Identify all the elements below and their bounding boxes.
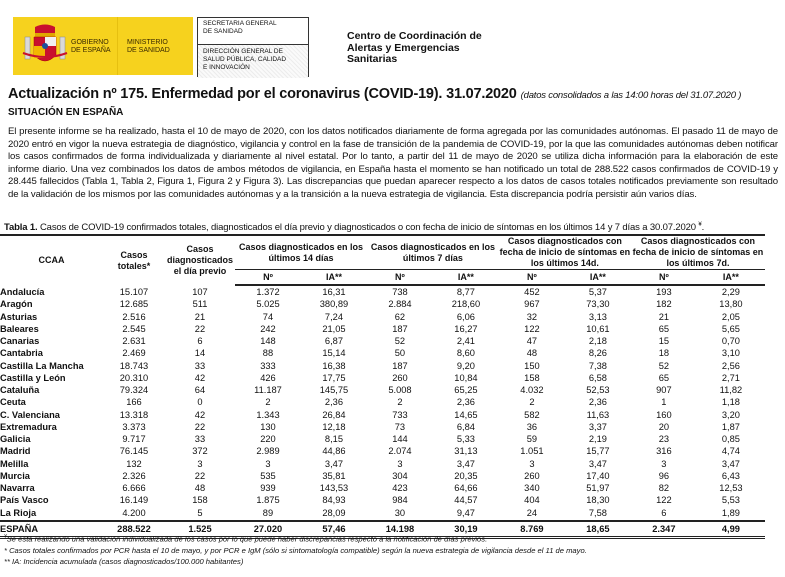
cell-value: 9,47: [456, 507, 475, 518]
cell-value: 6,06: [456, 311, 475, 322]
cell-value: 145,75: [319, 385, 349, 395]
cell-value: 24: [526, 507, 538, 518]
table-row: [0, 482, 765, 494]
cell-value: 5,53: [721, 495, 740, 506]
cell-value: 31,13: [454, 446, 478, 457]
secretaria-general: SECRETARIA GENERAL DE SANIDAD: [198, 18, 308, 45]
header-ia: IA**: [433, 270, 499, 286]
cell-value: 372: [192, 446, 208, 457]
cell-value: 0,85: [721, 434, 740, 444]
table-row: [0, 360, 765, 372]
cell-value: 9.717: [122, 434, 146, 444]
region-name: Ceuta: [0, 397, 26, 408]
table-row: [0, 507, 765, 521]
cell-value: 20.310: [119, 372, 149, 383]
cell-value: 13,80: [719, 299, 743, 310]
cell-value: 2.631: [122, 336, 146, 346]
cell-value: 187: [392, 360, 408, 371]
footnote-casos-totales: * Casos totales confirmados por PCR hasta el 10 de mayo, y por PCR e IgM (sólo si sintomatología compatible) según la nueva estrategia de vigilancia desde el 11 de mayo.: [4, 545, 587, 555]
cell-value: 18,30: [586, 495, 610, 506]
cell-value: 2: [529, 397, 535, 408]
cell-value: 96: [658, 470, 670, 481]
cell-value: 88: [262, 348, 274, 359]
cell-value: 42: [194, 372, 206, 383]
cell-value: 132: [126, 458, 142, 469]
total-value: 288.522: [103, 521, 165, 538]
cell-value: 6,58: [588, 372, 607, 383]
cell-value: 42: [194, 409, 206, 420]
cell-value: 2.884: [388, 299, 412, 310]
header-group-14d: Casos diagnosticados en los últimos 14 días: [235, 235, 367, 270]
table-row: [0, 433, 765, 445]
cell-value: 1: [661, 397, 667, 408]
cell-value: 733: [392, 409, 408, 420]
cell-value: 32: [526, 311, 538, 322]
total-value: 8.769: [499, 521, 565, 538]
cell-value: 6,87: [324, 336, 344, 346]
cell-value: 48: [526, 348, 538, 359]
cell-value: 907: [656, 385, 672, 395]
covid-cases-table: [0, 234, 765, 539]
table-row: [0, 372, 765, 384]
cell-value: 3: [661, 458, 667, 469]
total-value: 18,65: [565, 521, 631, 538]
region-name: Castilla y León: [0, 372, 66, 383]
table-row: [0, 470, 765, 482]
total-value: 30,19: [433, 521, 499, 538]
cell-value: 12.685: [119, 299, 149, 310]
cell-value: 107: [192, 286, 208, 297]
cell-value: 8,15: [324, 434, 344, 444]
cell-value: 73: [394, 421, 406, 432]
cell-value: 2,29: [721, 287, 740, 297]
cell-value: 218,60: [451, 299, 481, 310]
cell-value: 260: [392, 372, 408, 383]
table-row: [0, 347, 765, 359]
region-name: Melilla: [0, 458, 29, 469]
cell-value: 3.373: [122, 421, 146, 432]
cell-value: 33: [194, 434, 206, 444]
cell-value: 2: [397, 397, 403, 408]
header-ccaa: CCAA: [0, 235, 103, 285]
cell-value: 967: [524, 299, 540, 310]
cell-value: 11,82: [719, 385, 743, 395]
cell-value: 15,14: [322, 348, 346, 359]
cell-value: 582: [524, 409, 540, 420]
cell-value: 64,66: [454, 483, 478, 493]
cell-value: 187: [392, 323, 408, 334]
cell-value: 143,53: [319, 483, 349, 493]
cell-value: 76.145: [119, 446, 149, 457]
cell-value: 2,71: [721, 372, 740, 383]
cell-value: 10,84: [454, 372, 478, 383]
cell-value: 13.318: [119, 409, 149, 420]
cell-value: 1,18: [721, 397, 740, 408]
cell-value: 52,53: [586, 385, 610, 395]
cell-value: 16.149: [119, 495, 149, 506]
cell-value: 22: [194, 323, 206, 334]
cell-value: 122: [524, 323, 540, 334]
cell-value: 2.074: [388, 446, 412, 457]
cell-value: 423: [392, 483, 408, 493]
centro-coordinacion: Centro de Coordinación de Alertas y Emergencias Sanitarias: [347, 30, 482, 65]
cell-value: 3,47: [324, 458, 344, 469]
cell-value: 158: [192, 495, 208, 506]
gobierno-text: GOBIERNO DE ESPAÑA: [71, 39, 111, 54]
cell-value: 2: [265, 397, 271, 408]
cell-value: 984: [392, 495, 408, 506]
cell-value: 316: [656, 446, 672, 457]
cell-value: 5: [197, 507, 203, 518]
ministerio-text: MINISTERIO DE SANIDAD: [127, 39, 170, 54]
cell-value: 74: [262, 311, 274, 322]
cell-value: 20: [658, 421, 670, 432]
cell-value: 18.743: [119, 360, 149, 371]
cell-value: 20,35: [454, 470, 478, 481]
cell-value: 220: [260, 434, 276, 444]
table-row: [0, 285, 765, 298]
table-row: [0, 323, 765, 335]
cell-value: 2.469: [122, 348, 146, 359]
cell-value: 160: [656, 409, 672, 420]
cell-value: 3,47: [721, 458, 740, 469]
cell-value: 2.545: [122, 323, 146, 334]
cell-value: 21: [194, 311, 206, 322]
cell-value: 4,74: [721, 446, 740, 457]
cell-value: 22: [194, 421, 206, 432]
cell-value: 28,09: [322, 507, 346, 518]
cell-value: 65: [658, 323, 670, 334]
cell-value: 3,13: [588, 311, 607, 322]
region-name: Castilla La Mancha: [0, 360, 84, 371]
total-value: 1.525: [165, 521, 235, 538]
header-n: Nº: [235, 270, 301, 286]
footnote-validation: ¥Se está realizando una validación individualizada de los casos por lo que puede haber discrepancias respecto a la notificación de días previos.: [4, 534, 488, 544]
cell-value: 3: [265, 458, 271, 469]
intro-paragraph: El presente informe se ha realizado, hasta el 10 de mayo de 2020, con los datos notificados diariamente de forma agregada por las comunidades autónomas. El pasado 11 de mayo de 2020 entró en vigor la nueva estrategia de diagnóstico, vigilancia y control en la fase de transición de la pandemia de COVID-19, por la que las comunidades autónomas deben notificar los casos confirmados de forma individualizada y diariamente al nivel estatal. Por lo tanto, a partir del 11 de mayo de 2020 se utiliza dicha información para la elaboración de este informe diario. Una vez combinados los datos de ambos métodos de vigilancia, en España hasta el momento se han notificado un total de 288.522 casos confirmados de COVID-19 y 28.445 fallecidos (Tabla 1, Tabla 2, Figura 1, Figura 2 y Figura 3). Las discrepancias que puedan aparecer respecto a los datos de casos totales notificados previamente son resultado de la validación de los mismos por las comunidades autónomas y a la transición a la nueva estrategia de vigilancia. Esta discrepancia podría persistir aún varios días.: [8, 126, 778, 200]
region-name: Madrid: [0, 446, 31, 457]
cell-value: 150: [524, 360, 540, 371]
region-name: Asturias: [0, 311, 38, 322]
cell-value: 148: [260, 336, 276, 346]
cell-value: 511: [192, 299, 208, 310]
cell-value: 5,33: [456, 434, 475, 444]
region-name: Extremadura: [0, 421, 57, 432]
cell-value: 7,58: [588, 507, 607, 518]
table-row: [0, 384, 765, 396]
cell-value: 939: [260, 483, 276, 493]
cell-value: 65: [658, 372, 670, 383]
cell-value: 12,53: [719, 483, 743, 493]
cell-value: 26,84: [322, 409, 346, 420]
header-n: Nº: [499, 270, 565, 286]
header-dia-previo: Casos diagnosticados el día previo: [165, 235, 235, 285]
header-casos-totales: Casos totales*: [103, 235, 165, 285]
cell-value: 333: [260, 360, 276, 371]
cell-value: 52: [394, 336, 406, 346]
cell-value: 62: [394, 311, 406, 322]
cell-value: 535: [260, 470, 276, 481]
header-n: Nº: [367, 270, 433, 286]
cell-value: 52: [658, 360, 670, 371]
secretaria-box: [197, 17, 309, 77]
cell-value: 35,81: [322, 470, 346, 481]
cell-value: 3: [529, 458, 535, 469]
cell-value: 65,25: [454, 385, 478, 395]
cell-value: 12,18: [322, 421, 346, 432]
cell-value: 242: [260, 323, 276, 334]
cell-value: 8,60: [456, 348, 475, 359]
cell-value: 73,30: [586, 299, 610, 310]
table-footnotes: [4, 532, 587, 567]
cell-value: 2.989: [256, 446, 280, 457]
cell-value: 16,31: [322, 287, 346, 297]
cell-value: 2.326: [122, 470, 146, 481]
cell-value: 0,70: [721, 336, 740, 346]
cell-value: 340: [524, 483, 540, 493]
cell-value: 30: [394, 507, 406, 518]
header-ia: IA**: [565, 270, 631, 286]
region-name: C. Valenciana: [0, 409, 60, 420]
cell-value: 15.107: [119, 286, 149, 297]
total-value: 27.020: [235, 521, 301, 538]
cell-value: 2,05: [721, 311, 740, 322]
direccion-general: DIRECCIÓN GENERAL DE SALUD PÚBLICA, CALIDAD E INNOVACIÓN: [198, 45, 308, 78]
cell-value: 3,47: [456, 458, 475, 469]
cell-value: 21: [658, 311, 670, 322]
cell-value: 5.025: [256, 299, 280, 310]
cell-value: 8,77: [456, 287, 475, 297]
cell-value: 9,20: [456, 360, 475, 371]
cell-value: 59: [526, 434, 538, 444]
cell-value: 33: [194, 360, 206, 371]
cell-value: 380,89: [319, 299, 349, 310]
cell-value: 3: [197, 458, 203, 469]
table-row: [0, 409, 765, 421]
region-name: Canarias: [0, 336, 40, 346]
cell-value: 16,27: [454, 323, 478, 334]
cell-value: 21,05: [322, 323, 346, 334]
region-name: Aragón: [0, 299, 33, 310]
document-title: Actualización nº 175. Enfermedad por el coronavirus (COVID-19). 31.07.2020 (datos consolidados a las 14:00 horas del 31.07.2020 ): [8, 86, 742, 102]
region-name: Cantabria: [0, 348, 43, 359]
cell-value: 193: [656, 287, 672, 297]
logo-divider: [117, 17, 118, 75]
cell-value: 6,84: [456, 421, 475, 432]
title-subtitle: (datos consolidados a las 14:00 horas del 31.07.2020 ): [520, 90, 742, 101]
cell-value: 2,36: [324, 397, 344, 408]
cell-value: 1.372: [256, 287, 280, 297]
cell-value: 122: [656, 495, 672, 506]
cell-value: 10,61: [586, 323, 610, 334]
cell-value: 2.516: [122, 311, 146, 322]
cell-value: 48: [194, 483, 206, 493]
cell-value: 11,63: [586, 409, 610, 420]
cell-value: 89: [262, 507, 274, 518]
cell-value: 64: [194, 385, 206, 395]
cell-value: 144: [392, 434, 408, 444]
region-name: Galicia: [0, 434, 31, 444]
cell-value: 166: [126, 397, 142, 408]
table-row: [0, 421, 765, 433]
total-value: 14.198: [367, 521, 433, 538]
cell-value: 7,38: [588, 360, 607, 371]
cell-value: 8,26: [588, 348, 607, 359]
table-body: [0, 285, 765, 537]
table-row: [0, 311, 765, 323]
total-label: ESPAÑA: [0, 521, 103, 538]
cell-value: 22: [194, 470, 206, 481]
cell-value: 1,87: [721, 421, 740, 432]
header-n: Nº: [631, 270, 697, 286]
cell-value: 6: [661, 507, 667, 518]
cell-value: 17,40: [586, 470, 610, 481]
cell-value: 50: [394, 348, 406, 359]
cell-value: 2,36: [588, 397, 607, 408]
table-row: [0, 494, 765, 506]
cell-value: 51,97: [586, 483, 610, 493]
cell-value: 0: [197, 397, 203, 408]
cell-value: 2,36: [456, 397, 475, 408]
cell-value: 3,20: [721, 409, 740, 420]
region-name: La Rioja: [0, 507, 37, 518]
table-caption: Tabla 1. Casos de COVID-19 confirmados totales, diagnosticados el día previo y diagnosticados o con fecha de inicio de síntomas en los últimos 14 y 7 días a 30.07.2020 ¥.: [4, 222, 705, 234]
cell-value: 1,89: [721, 507, 740, 518]
section-heading: SITUACIÓN EN ESPAÑA: [8, 107, 124, 118]
cell-value: 3,47: [588, 458, 607, 469]
region-name: Murcia: [0, 470, 30, 481]
cell-value: 11.187: [254, 385, 282, 395]
table-row: [0, 298, 765, 310]
cell-value: 1.875: [256, 495, 280, 506]
cell-value: 3: [397, 458, 403, 469]
cell-value: 2,18: [588, 336, 607, 346]
cell-value: 5,65: [721, 323, 740, 334]
header-ia: IA**: [697, 270, 765, 286]
total-value: 57,46: [301, 521, 367, 538]
region-name: Navarra: [0, 483, 35, 493]
cell-value: 23: [658, 434, 670, 444]
cell-value: 82: [658, 483, 670, 493]
cell-value: 426: [260, 372, 276, 383]
cell-value: 3,37: [588, 421, 607, 432]
cell-value: 1.051: [520, 446, 544, 457]
cell-value: 14: [194, 348, 206, 359]
gobierno-logo: [13, 17, 193, 75]
cell-value: 3,10: [721, 348, 740, 359]
coat-of-arms-icon: [21, 23, 69, 69]
total-value: 2.347: [631, 521, 697, 538]
cell-value: 5.008: [388, 385, 412, 395]
header-group-7d: Casos diagnosticados en los últimos 7 días: [367, 235, 499, 270]
region-name: País Vasco: [0, 495, 49, 506]
cell-value: 47: [526, 336, 538, 346]
cell-value: 130: [260, 421, 276, 432]
cell-value: 17,75: [322, 372, 346, 383]
cell-value: 6,43: [721, 470, 740, 481]
region-name: Andalucía: [0, 286, 45, 297]
cell-value: 404: [524, 495, 540, 506]
cell-value: 15,77: [586, 446, 610, 457]
cell-value: 4.200: [122, 507, 146, 518]
footnote-ia: ** IA: Incidencia acumulada (casos diagnosticados/100.000 habitantes): [4, 556, 244, 566]
cell-value: 15: [658, 336, 670, 346]
cell-value: 6.666: [122, 483, 146, 493]
cell-value: 260: [524, 470, 540, 481]
cell-value: 738: [392, 287, 408, 297]
cell-value: 6: [197, 336, 203, 346]
cell-value: 79.324: [119, 385, 149, 395]
cell-value: 1.343: [256, 409, 280, 420]
header-group-sintomas-7d: Casos diagnosticados con fecha de inicio de síntomas en los últimos 7d.: [632, 236, 764, 268]
table-row: [0, 458, 765, 470]
region-name: Cataluña: [0, 385, 40, 395]
cell-value: 452: [524, 287, 540, 297]
cell-value: 44,86: [322, 446, 346, 457]
cell-value: 84,93: [322, 495, 346, 506]
cell-value: 2,19: [588, 434, 607, 444]
table-row: [0, 445, 765, 457]
cell-value: 18: [658, 348, 670, 359]
table-row: [0, 396, 765, 408]
header-ia: IA**: [301, 270, 367, 286]
cell-value: 4.032: [520, 385, 544, 395]
cell-value: 7,24: [324, 311, 344, 322]
header-group-sintomas-14d: Casos diagnosticados con fecha de inicio de síntomas en los últimos 14d.: [499, 236, 631, 268]
table-row: [0, 335, 765, 347]
cell-value: 158: [524, 372, 540, 383]
cell-value: 44,57: [454, 495, 478, 506]
cell-value: 182: [656, 299, 672, 310]
cell-value: 14,65: [454, 409, 478, 420]
region-name: Baleares: [0, 323, 39, 334]
cell-value: 16,38: [322, 360, 346, 371]
cell-value: 304: [392, 470, 408, 481]
cell-value: 2,56: [721, 360, 740, 371]
total-value: 4,99: [697, 521, 765, 538]
cell-value: 5,37: [588, 287, 607, 297]
cell-value: 36: [526, 421, 538, 432]
cell-value: 2,41: [456, 336, 475, 346]
